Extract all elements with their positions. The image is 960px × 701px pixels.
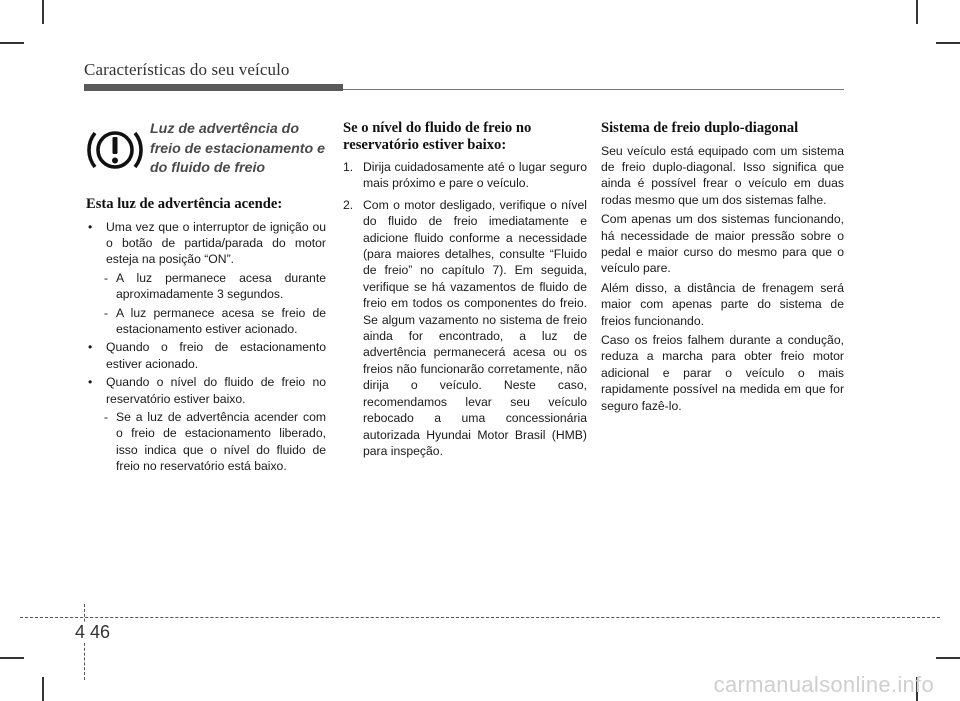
numbered-step [343,159,587,192]
paragraph: Seu veículo está equipado com um sistema de freio duplo-diagonal. Isso significa que ainda é possível frear o veículo em duas rodas mesmo que um dos sistemas falhe. [601,143,844,207]
sub-list-item [86,409,326,475]
sub-list-item [86,305,326,338]
subheading-dual-diagonal: Sistema de freio duplo-diagonal [601,120,799,136]
section-title: Características do seu veículo [84,60,290,79]
column-low-fluid [343,120,587,464]
bullet-marker: • [88,219,93,234]
list-item-text: Quando o freio de estacionamento estiver acionado. [106,340,326,371]
numbered-step [343,197,587,460]
sub-item-text: A luz permanece acesa se freio de estacionamento estiver acionado. [116,305,326,336]
dash-marker: - [104,270,109,285]
subheading-low-fluid: Se o nível do fluido de freio no reservatório estiver baixo: [343,120,532,153]
paragraph: Caso os freios falhem durante a condução, reduza a marcha para obter freio motor adicional e parar o veículo o mais rapidamente possível na medida em que for seguro fazê-lo. [601,332,844,413]
step-text: Com o motor desligado, verifique o nível do fluido de freio imediatamente e adicione fluido conforme a necessidade (para maiores detalhes, consulte “Fluido de freio” no capítulo 7). Em seguida, verifique se há vazamentos de fluido de freio em todos os componentes do freio. Se algum vazamento no sistema de freio ainda for encontrado, a luz de advertência permanecerá acesa ou os freios não funcionarão corretamente, não dirija o veículo. Neste caso, recomendamos levar seu veículo rebocado a uma concessionária autorizada Hyundai Motor Brasil (HMB) para inspeção. [363,197,587,458]
header-rule-thick [84,84,343,91]
page-number: 4 46 [75,622,111,642]
footer-dashed-rule [20,617,940,618]
crop-mark [916,0,918,24]
step-number: 2. [343,197,354,212]
step-number: 1. [343,160,354,174]
list-item [86,339,326,372]
column-warning-light [86,120,326,477]
column-dual-diagonal [601,120,844,417]
sub-item-text: A luz permanece acesa durante aproximadamente 3 segundos. [116,270,326,302]
crop-mark [0,657,24,659]
crop-mark [936,42,960,44]
warning-title-line: do fluido de freio [150,160,266,176]
bullet-marker: • [88,340,93,355]
warning-title-line: freio de estacionamento e [150,140,326,157]
crop-mark [42,0,44,24]
warning-title [150,120,330,179]
dash-marker: - [104,305,109,320]
bullet-marker: • [88,375,93,390]
paragraph: Com apenas um dos sistemas funcionando, há necessidade de maior pressão sobre o pedal e maior curso do mesmo para que o veículo pare. [601,212,844,276]
brake-warning-icon [86,124,144,176]
list-item-text: Quando o nível do fluido de freio no reservatório estiver baixo. [106,375,326,406]
warning-title-line: Luz de advertência do [150,121,300,137]
step-text: Dirija cuidadosamente até o lugar seguro mais próximo e pare o veículo. [363,160,587,191]
sub-item-text: Se a luz de advertência acender com o freio de estacionamento liberado, isso indica que o nível do fluido de freio no reservatório está baixo. [116,409,326,474]
crop-mark [42,677,44,701]
watermark: carmanualsonline.info [713,672,934,697]
list-item [86,374,326,407]
subheading-light-on: Esta luz de advertência acende: [86,196,283,212]
list-item-text: Uma vez que o interruptor de ignição ou o botão de partida/parada do motor esteja na posição “ON”. [106,219,326,267]
dash-marker: - [104,409,109,424]
crop-mark [936,657,960,659]
crop-mark [0,42,24,44]
list-item [86,219,326,268]
warning-heading-block [86,120,326,188]
paragraph: Além disso, a distância de frenagem será maior com apenas parte do sistema de freios funcionando. [601,280,844,328]
sub-list-item [86,270,326,303]
header-rule-thin [343,89,844,90]
